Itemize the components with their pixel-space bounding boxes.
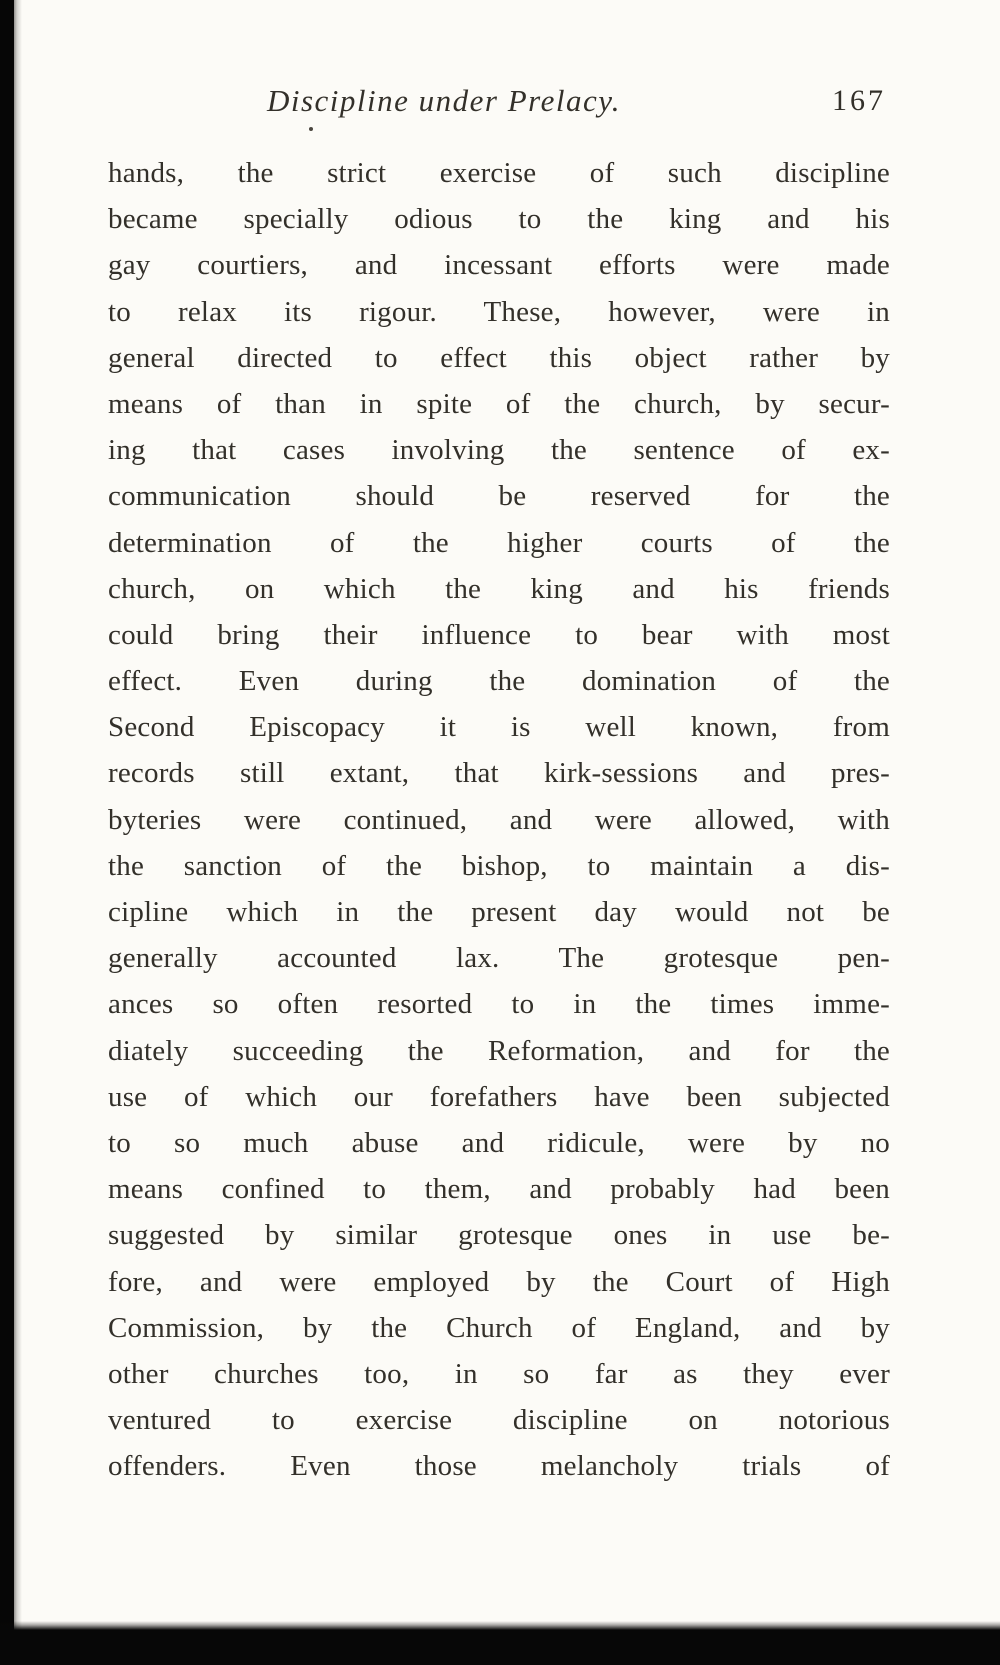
running-header	[108, 80, 890, 122]
text-line: to so much abuse and ridicule, were by no	[108, 1126, 890, 1159]
text-line: the sanction of the bishop, to maintain a dis-	[108, 849, 890, 882]
text-line: diately succeeding the Reformation, and for the	[108, 1034, 890, 1067]
text-line: cipline which in the present day would not be	[108, 896, 890, 928]
text-line: other churches too, in so far as they ever	[108, 1357, 890, 1390]
text-line: general directed to effect this object rather by	[108, 341, 890, 374]
text-line: Commission, by the Church of England, and by	[108, 1311, 890, 1344]
page-number: 167	[832, 84, 886, 117]
text-line: byteries were continued, and were allowed, with	[108, 803, 890, 836]
text-line: determination of the higher courts of the	[108, 526, 890, 559]
text-line: became specially odious to the king and his	[108, 203, 890, 236]
text-line: gay courtiers, and incessant efforts were made	[108, 249, 890, 282]
text-line: offenders. Even those melancholy trials of	[108, 1450, 890, 1483]
text-line: suggested by similar grotesque ones in use be-	[108, 1219, 890, 1252]
text-line: could bring their influence to bear with most	[108, 618, 890, 651]
ink-speck	[309, 127, 313, 131]
text-line: means of than in spite of the church, by secur-	[108, 387, 890, 420]
scan-edge-bottom	[0, 1621, 1000, 1665]
text-line: generally accounted lax. The grotesque pen-	[108, 942, 890, 975]
text-line: church, on which the king and his friends	[108, 572, 890, 605]
text-line: ing that cases involving the sentence of ex-	[108, 434, 890, 467]
text-line: Second Episcopacy it is well known, from	[108, 711, 890, 744]
text-line: communication should be reserved for the	[108, 480, 890, 513]
text-line: means confined to them, and probably had been	[108, 1173, 890, 1206]
text-line: fore, and were employed by the Court of High	[108, 1265, 890, 1298]
text-line: hands, the strict exercise of such discipline	[108, 157, 890, 189]
text-line: use of which our forefathers have been subjected	[108, 1080, 890, 1113]
text-line: records still extant, that kirk-sessions and pres-	[108, 757, 890, 790]
text-line: effect. Even during the domination of the	[108, 665, 890, 698]
body-text	[108, 150, 890, 1489]
scan-edge-left	[0, 0, 22, 1665]
text-line: ventured to exercise discipline on notorious	[108, 1404, 890, 1437]
text-line: ances so often resorted to in the times imme-	[108, 988, 890, 1021]
running-header-title: Discipline under Prelacy.	[266, 83, 622, 118]
text-line: to relax its rigour. These, however, were in	[108, 295, 890, 328]
